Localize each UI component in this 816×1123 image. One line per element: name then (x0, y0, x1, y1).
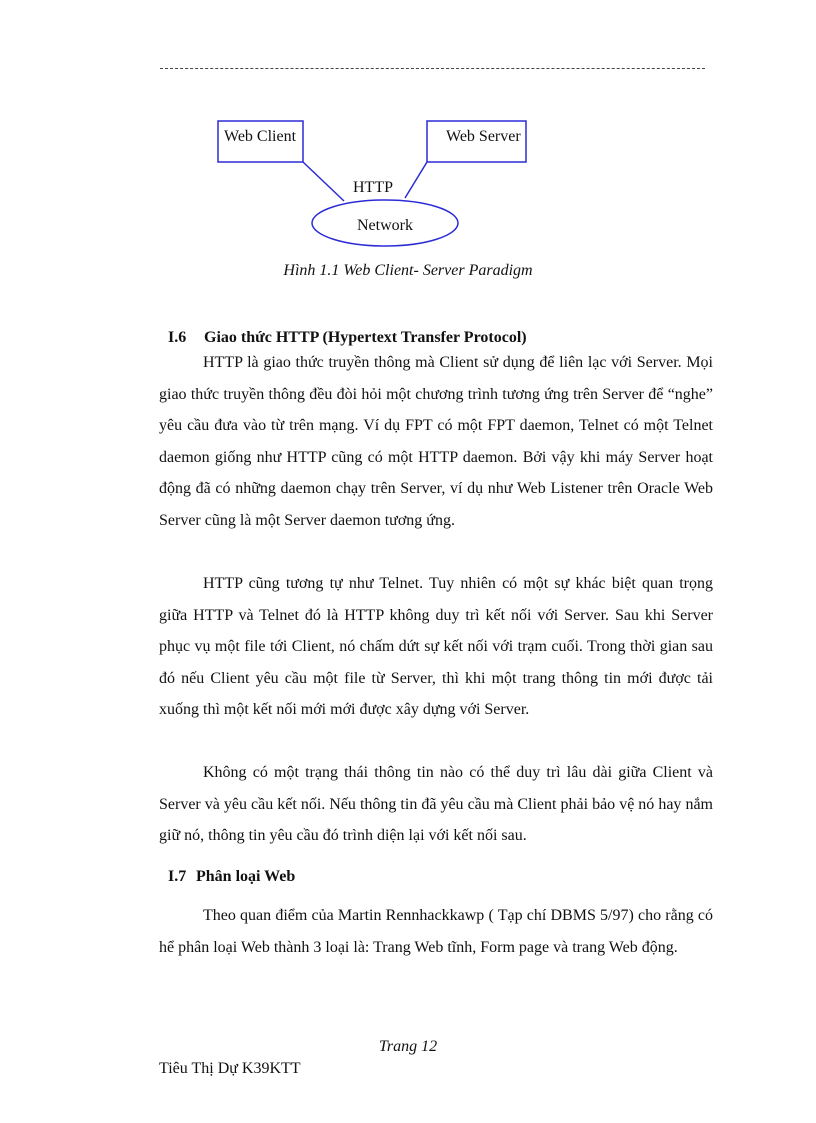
client-network-link (303, 162, 344, 201)
web-server-label: Web Server (446, 128, 521, 145)
section-heading-1-7 (168, 868, 295, 886)
client-server-diagram (0, 0, 816, 300)
paragraph-http-intro: HTTP là giao thức truyền thông mà Client sử dụng để liên lạc với Server. Mọi giao thức truyền thông đều đòi hỏi một chương trình tương ứng trên Server để “nghe” yêu cầu đưa vào từ trên mạng. Ví dụ FPT có một FPT daemon, Telnet có một Telnet daemon giống như HTTP cũng có một HTTP daemon. Bởi vậy khi máy Server hoạt động đã có những daemon chạy trên Server, ví dụ như Web Listener trên Oracle Web Server cũng là một Server daemon tương ứng. (159, 354, 713, 529)
section-title: Giao thức HTTP (Hypertext Transfer Protocol) (204, 329, 527, 346)
figure-caption: Hình 1.1 Web Client- Server Paradigm (283, 262, 533, 279)
paragraph-http-state: Không có một trạng thái thông tin nào có thể duy trì lâu dài giữa Client và Server và yêu cầu kết nối. Nếu thông tin đã yêu cầu mà Client phải bảo vệ nó hay nắm giữ nó, thông tin yêu cầu đó trình diện lại với kết nối sau. (159, 764, 713, 845)
section-heading-1-6 (168, 329, 527, 347)
server-network-link (405, 162, 427, 198)
section-title: Phân loại Web (196, 868, 296, 885)
web-client-label: Web Client (224, 128, 297, 145)
page-number: Trang 12 (378, 1038, 438, 1055)
section-number: I.6 (168, 329, 187, 346)
http-label: HTTP (353, 179, 393, 196)
section-number: I.7 (168, 868, 187, 885)
paragraph-web-classification: Theo quan điểm của Martin Rennhackkawp ( Tạp chí DBMS 5/97) cho rằng có hể phân loại Web thành 3 loại là: Trang Web tĩnh, Form page và trang Web động. (159, 907, 713, 956)
footer-author: Tiêu Thị Dự K39KTT (159, 1060, 301, 1077)
paragraph-http-telnet: HTTP cũng tương tự như Telnet. Tuy nhiên có một sự khác biệt quan trọng giữa HTTP và Telnet đó là HTTP không duy trì kết nối với Server. Sau khi Server phục vụ một file tới Client, nó chấm dứt sự kết nối với trạm cuối. Trong thời gian sau đó nếu Client yêu cầu một file từ Server, thì khi một trang thông tin mới được tải xuống thì một kết nối mới mới được xây dựng với Server. (159, 575, 713, 719)
network-label: Network (357, 217, 413, 234)
